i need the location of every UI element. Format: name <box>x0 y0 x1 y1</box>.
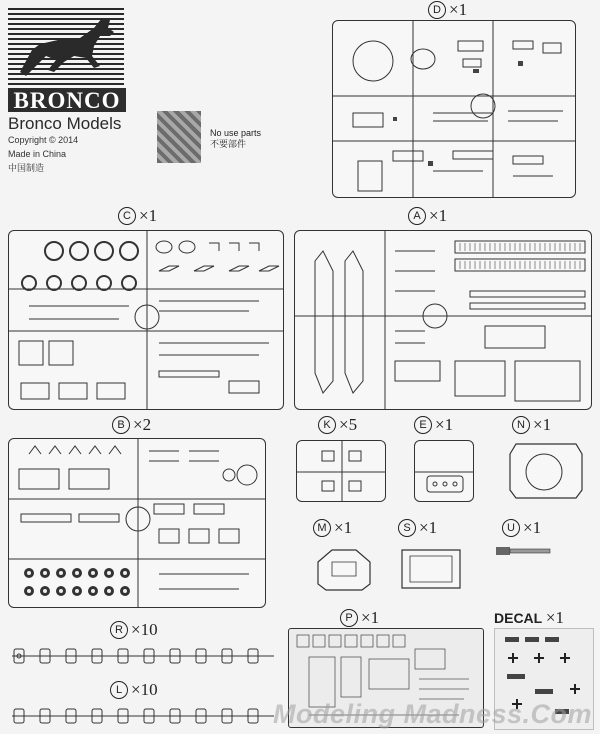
sprue-label-k: K ×5 <box>318 415 357 435</box>
horse-logo-icon <box>10 10 122 86</box>
sprue-d-parts <box>333 21 576 198</box>
sprue-label-n: N ×1 <box>512 415 551 435</box>
brand-logo-text: BRONCO <box>8 88 126 112</box>
sprue-c-parts <box>9 231 284 410</box>
no-use-line2: 不要部件 <box>210 139 247 149</box>
sprue-b-parts <box>9 439 266 608</box>
track-links-r <box>8 645 278 667</box>
sprue-e <box>414 440 474 502</box>
sprue-a <box>294 230 592 410</box>
sprue-c <box>8 230 284 410</box>
sprue-label-e: E ×1 <box>414 415 453 435</box>
sprue-label-a: A ×1 <box>408 206 447 226</box>
decal-label: DECAL ×1 <box>494 608 564 627</box>
sprue-label-d: D ×1 <box>428 0 467 20</box>
sprue-k-parts <box>297 441 386 502</box>
made-in: Made in China <box>8 149 67 159</box>
part-u <box>494 544 554 558</box>
watermark: Modeling Madness.Com <box>272 699 592 729</box>
sprue-label-r: R ×10 <box>110 620 158 640</box>
sprue-label-p: P ×1 <box>340 608 379 628</box>
no-use-line1: No use parts <box>210 128 262 138</box>
sprue-label-c: C ×1 <box>118 206 157 226</box>
sprue-label-l: L ×10 <box>110 680 158 700</box>
no-use-swatch <box>157 111 201 163</box>
track-links-l <box>8 705 278 727</box>
sprue-label-u: U ×1 <box>502 518 541 538</box>
sprue-k <box>296 440 386 502</box>
sprue-b <box>8 438 266 608</box>
part-m <box>312 544 376 594</box>
sprue-label-b: B ×2 <box>112 415 151 435</box>
sprue-a-parts <box>295 231 592 410</box>
part-s <box>396 544 466 594</box>
sprue-d <box>332 20 576 198</box>
sprue-e-parts <box>415 441 474 502</box>
sprue-label-s: S ×1 <box>398 518 437 538</box>
part-n <box>508 440 584 500</box>
made-in-cn: 中国制造 <box>8 163 45 173</box>
sprue-label-m: M ×1 <box>313 518 352 538</box>
copyright: Copyright © 2014 <box>8 135 79 145</box>
no-use-label <box>210 128 261 150</box>
brand-name: Bronco Models <box>8 114 122 133</box>
